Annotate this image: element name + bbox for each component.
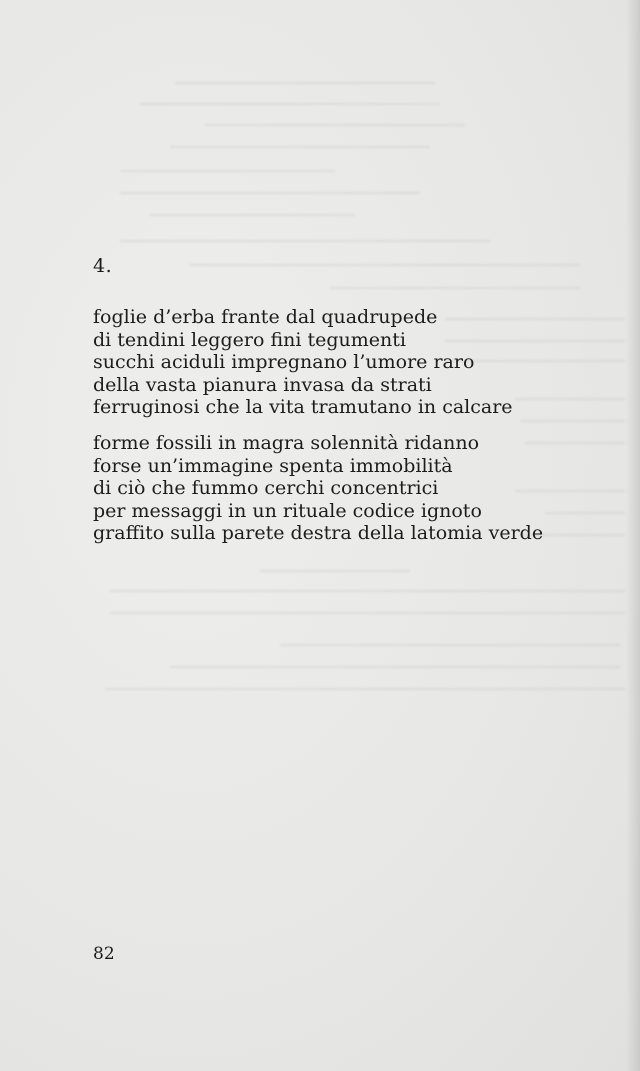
page-edge-shadow — [626, 0, 640, 1071]
stanza-2 — [93, 432, 543, 545]
stanza-1 — [93, 306, 513, 419]
section-number: 4. — [93, 255, 113, 277]
poem-line: ferruginosi che la vita tramutano in calcare — [93, 396, 513, 419]
poem-line: di tendini leggero fini tegumenti — [93, 328, 406, 351]
poem-line: succhi aciduli impregnano l’umore raro — [93, 351, 475, 374]
poem-line: forme fossili in magra solennità ridanno — [93, 432, 480, 454]
poem-line: forse un’immagine spenta immobilità — [93, 454, 453, 477]
poem-line: per messaggi in un rituale codice ignoto — [93, 499, 482, 522]
poem-line: graffito sulla parete destra della latomia verde — [93, 522, 544, 545]
page-number: 82 — [93, 944, 115, 964]
poem-line: foglie d’erba frante dal quadrupede — [93, 306, 438, 328]
poem-line: di ciò che fummo cerchi concentrici — [93, 477, 439, 500]
poem-line: della vasta pianura invasa da strati — [93, 373, 432, 396]
